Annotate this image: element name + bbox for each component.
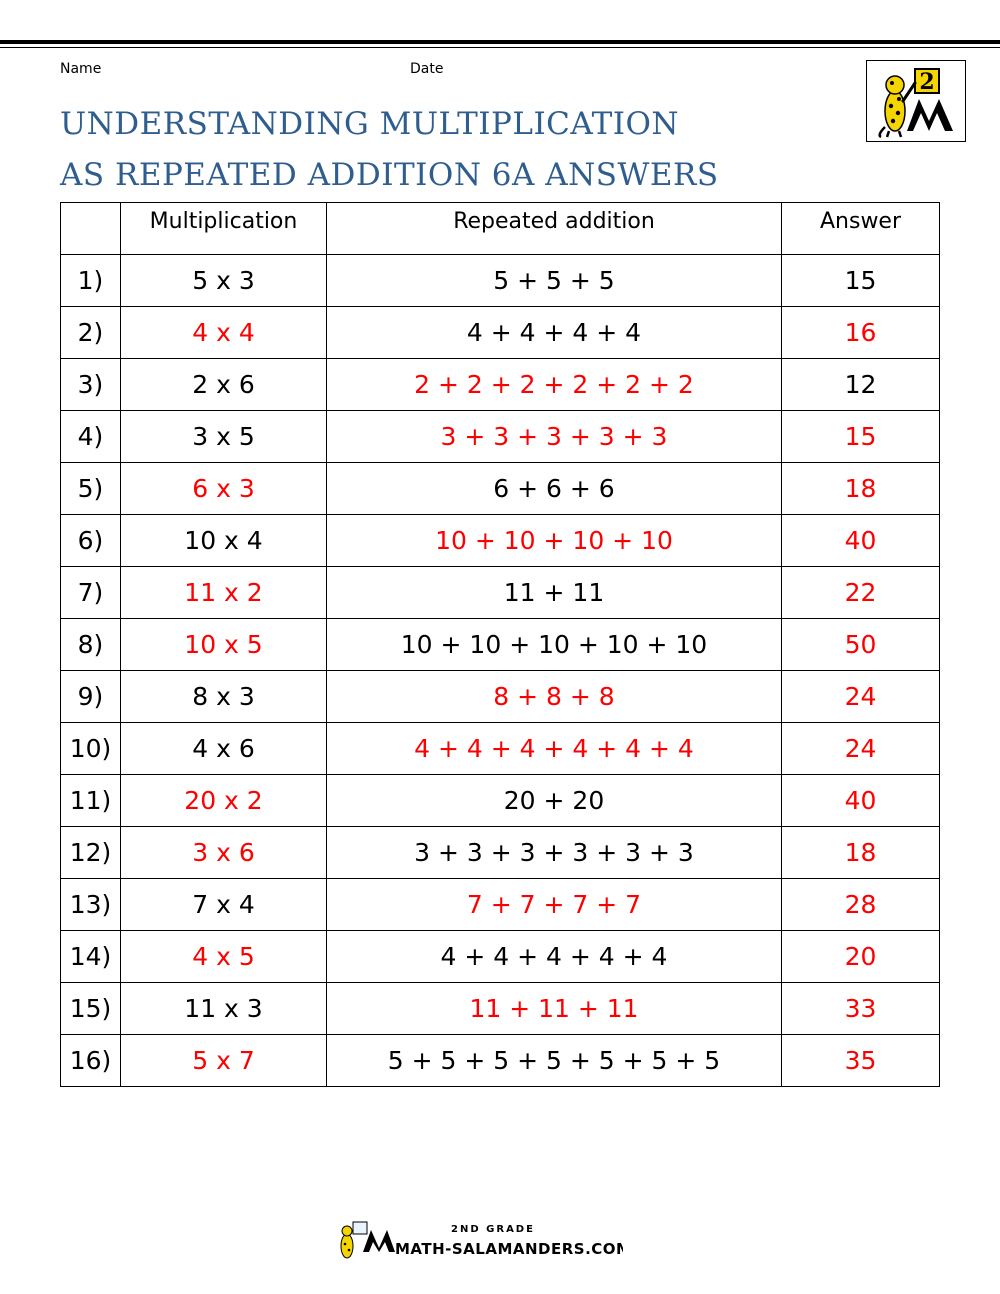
table-row xyxy=(61,411,940,463)
row-number: 1) xyxy=(61,255,121,307)
repeated-addition-cell: 7 + 7 + 7 + 7 xyxy=(327,879,782,931)
repeated-addition-cell: 5 + 5 + 5 xyxy=(327,255,782,307)
multiplication-cell: 20 x 2 xyxy=(121,775,327,827)
salamander-icon xyxy=(867,61,965,141)
answer-cell: 16 xyxy=(782,307,940,359)
answer-cell: 15 xyxy=(782,255,940,307)
multiplication-cell: 4 x 4 xyxy=(121,307,327,359)
table-row xyxy=(61,723,940,775)
answer-cell: 50 xyxy=(782,619,940,671)
date-label: Date xyxy=(410,61,444,77)
repeated-addition-cell: 4 + 4 + 4 + 4 + 4 xyxy=(327,931,782,983)
answer-cell: 18 xyxy=(782,463,940,515)
row-number: 7) xyxy=(61,567,121,619)
table-header-row xyxy=(61,203,940,255)
multiplication-cell: 4 x 5 xyxy=(121,931,327,983)
page-title-line2: AS REPEATED ADDITION 6A ANSWERS xyxy=(60,157,719,193)
repeated-addition-cell: 11 + 11 + 11 xyxy=(327,983,782,1035)
multiplication-cell: 10 x 4 xyxy=(121,515,327,567)
row-number: 2) xyxy=(61,307,121,359)
repeated-addition-cell: 3 + 3 + 3 + 3 + 3 + 3 xyxy=(327,827,782,879)
answer-cell: 15 xyxy=(782,411,940,463)
multiplication-cell: 5 x 3 xyxy=(121,255,327,307)
row-number: 6) xyxy=(61,515,121,567)
row-number: 9) xyxy=(61,671,121,723)
multiplication-cell: 11 x 2 xyxy=(121,567,327,619)
footer-site-text: MATH-SALAMANDERS.COM xyxy=(395,1240,623,1258)
table-row xyxy=(61,1035,940,1087)
table-row xyxy=(61,463,940,515)
answer-cell: 40 xyxy=(782,515,940,567)
top-rule-thin xyxy=(0,47,1000,48)
repeated-addition-cell: 5 + 5 + 5 + 5 + 5 + 5 + 5 xyxy=(327,1035,782,1087)
row-number: 8) xyxy=(61,619,121,671)
table-row xyxy=(61,515,940,567)
table-row xyxy=(61,671,940,723)
multiplication-cell: 7 x 4 xyxy=(121,879,327,931)
table-row xyxy=(61,567,940,619)
page-title-line1: UNDERSTANDING MULTIPLICATION xyxy=(60,106,680,142)
answer-cell: 12 xyxy=(782,359,940,411)
footer-salamander-icon xyxy=(333,1218,623,1263)
table-row xyxy=(61,255,940,307)
table-row xyxy=(61,983,940,1035)
multiplication-cell: 3 x 5 xyxy=(121,411,327,463)
repeated-addition-cell: 2 + 2 + 2 + 2 + 2 + 2 xyxy=(327,359,782,411)
salamander-logo xyxy=(866,60,966,142)
answer-cell: 40 xyxy=(782,775,940,827)
name-label: Name xyxy=(60,61,102,77)
repeated-addition-cell: 6 + 6 + 6 xyxy=(327,463,782,515)
logo-badge-text: 2 xyxy=(919,69,935,95)
multiplication-cell: 8 x 3 xyxy=(121,671,327,723)
table-row xyxy=(61,775,940,827)
answer-cell: 22 xyxy=(782,567,940,619)
repeated-addition-cell: 3 + 3 + 3 + 3 + 3 xyxy=(327,411,782,463)
answer-cell: 18 xyxy=(782,827,940,879)
repeated-addition-cell: 8 + 8 + 8 xyxy=(327,671,782,723)
row-number: 13) xyxy=(61,879,121,931)
multiplication-cell: 4 x 6 xyxy=(121,723,327,775)
row-number: 12) xyxy=(61,827,121,879)
multiplication-cell: 3 x 6 xyxy=(121,827,327,879)
footer-grade-text: 2ND GRADE xyxy=(451,1224,535,1235)
multiplication-cell: 11 x 3 xyxy=(121,983,327,1035)
row-number: 14) xyxy=(61,931,121,983)
table-row xyxy=(61,931,940,983)
row-number: 10) xyxy=(61,723,121,775)
repeated-addition-cell: 11 + 11 xyxy=(327,567,782,619)
row-number: 16) xyxy=(61,1035,121,1087)
answer-cell: 35 xyxy=(782,1035,940,1087)
table-row xyxy=(61,879,940,931)
table-row xyxy=(61,307,940,359)
repeated-addition-cell: 4 + 4 + 4 + 4 xyxy=(327,307,782,359)
footer-logo xyxy=(333,1218,623,1263)
repeated-addition-cell: 10 + 10 + 10 + 10 xyxy=(327,515,782,567)
multiplication-cell: 5 x 7 xyxy=(121,1035,327,1087)
multiplication-cell: 10 x 5 xyxy=(121,619,327,671)
table-row xyxy=(61,827,940,879)
answer-cell: 20 xyxy=(782,931,940,983)
repeated-addition-cell: 4 + 4 + 4 + 4 + 4 + 4 xyxy=(327,723,782,775)
header-number xyxy=(61,203,121,255)
answer-cell: 33 xyxy=(782,983,940,1035)
row-number: 11) xyxy=(61,775,121,827)
header-repeated-addition: Repeated addition xyxy=(327,203,782,255)
repeated-addition-cell: 10 + 10 + 10 + 10 + 10 xyxy=(327,619,782,671)
answer-cell: 24 xyxy=(782,723,940,775)
row-number: 5) xyxy=(61,463,121,515)
header-multiplication: Multiplication xyxy=(121,203,327,255)
answers-table xyxy=(60,202,940,1087)
row-number: 3) xyxy=(61,359,121,411)
answer-cell: 28 xyxy=(782,879,940,931)
table-row xyxy=(61,619,940,671)
repeated-addition-cell: 20 + 20 xyxy=(327,775,782,827)
answer-cell: 24 xyxy=(782,671,940,723)
row-number: 15) xyxy=(61,983,121,1035)
multiplication-cell: 6 x 3 xyxy=(121,463,327,515)
header-answer: Answer xyxy=(782,203,940,255)
multiplication-cell: 2 x 6 xyxy=(121,359,327,411)
top-rule-thick xyxy=(0,40,1000,44)
row-number: 4) xyxy=(61,411,121,463)
table-row xyxy=(61,359,940,411)
